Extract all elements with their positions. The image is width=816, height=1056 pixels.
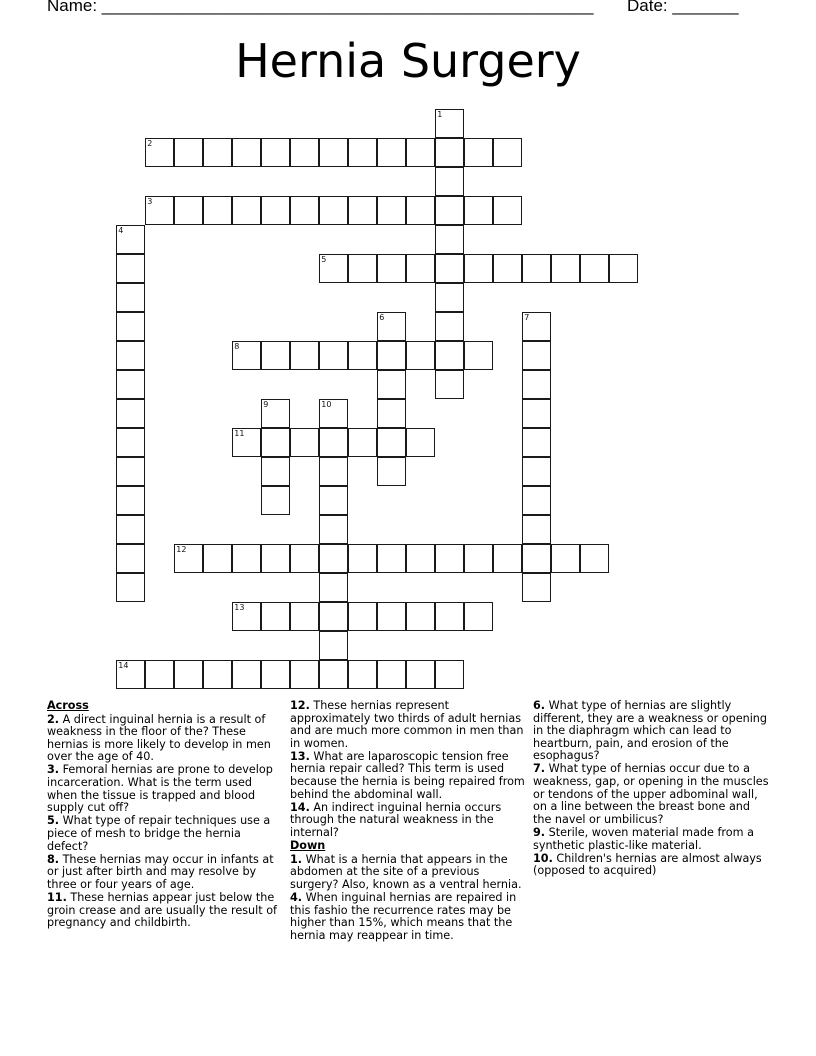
grid-cell[interactable] <box>435 602 464 631</box>
grid-cell[interactable] <box>232 602 261 631</box>
grid-cell[interactable] <box>522 428 551 457</box>
grid-cell[interactable] <box>290 138 319 167</box>
grid-cell[interactable] <box>203 660 232 689</box>
grid-cell[interactable] <box>290 544 319 573</box>
grid-cell[interactable] <box>203 196 232 225</box>
clue-across-8: 8. These hernias may occur in infants at or just after birth and may resolve by three or four years of age. <box>47 852 274 891</box>
grid-cell[interactable] <box>145 196 174 225</box>
grid-cell[interactable] <box>116 515 145 544</box>
clue-number: 13 <box>234 603 245 613</box>
grid-cell[interactable] <box>377 660 406 689</box>
grid-cell[interactable] <box>232 428 261 457</box>
grid-cell[interactable] <box>435 283 464 312</box>
grid-cell[interactable] <box>261 457 290 486</box>
grid-cell[interactable] <box>522 457 551 486</box>
clues-column-3 <box>533 700 771 878</box>
grid-cell[interactable] <box>348 138 377 167</box>
grid-cell[interactable] <box>435 544 464 573</box>
date-field[interactable]: Date: _______ <box>627 0 739 15</box>
clues-column-1 <box>47 700 283 930</box>
grid-cell[interactable] <box>319 515 348 544</box>
grid-cell[interactable] <box>522 370 551 399</box>
grid-cell[interactable] <box>377 602 406 631</box>
grid-cell[interactable] <box>116 457 145 486</box>
clue-number: 1 <box>437 110 443 120</box>
grid-cell[interactable] <box>290 341 319 370</box>
grid-cell[interactable] <box>435 370 464 399</box>
grid-cell[interactable] <box>116 370 145 399</box>
grid-cell[interactable] <box>232 138 261 167</box>
grid-cell[interactable] <box>116 428 145 457</box>
grid-cell[interactable] <box>319 196 348 225</box>
grid-cell[interactable] <box>435 109 464 138</box>
page-title: Hernia Surgery <box>235 34 581 88</box>
grid-cell[interactable] <box>464 341 493 370</box>
grid-cell[interactable] <box>406 196 435 225</box>
grid-cell[interactable] <box>435 254 464 283</box>
grid-cell[interactable] <box>464 602 493 631</box>
grid-cell[interactable] <box>319 399 348 428</box>
grid-cell[interactable] <box>377 254 406 283</box>
clue-across-14: 14. An indirect inguinal hernia occurs through the natural weakness in the internal? <box>290 800 502 839</box>
grid-cell[interactable] <box>493 254 522 283</box>
across-heading: Across <box>47 699 89 712</box>
grid-cell[interactable] <box>319 254 348 283</box>
clue-number: 4 <box>118 226 124 236</box>
grid-cell[interactable] <box>348 341 377 370</box>
grid-cell[interactable] <box>435 225 464 254</box>
clue-number: 6 <box>379 313 385 323</box>
clue-down-10: 10. Children's hernias are almost always (opposed to acquired) <box>533 851 762 878</box>
grid-cell[interactable] <box>377 544 406 573</box>
clue-across-13: 13. What are laparoscopic tension free hernia repair called? This term is used because the hernia is being repaired from behind the abdominal wall. <box>290 749 525 801</box>
grid-cell[interactable] <box>203 544 232 573</box>
grid-cell[interactable] <box>377 138 406 167</box>
grid-cell[interactable] <box>116 225 145 254</box>
grid-cell[interactable] <box>406 254 435 283</box>
clue-number: 8 <box>234 342 240 352</box>
clue-across-2: 2. A direct inguinal hernia is a result of weakness in the floor of the? These hernias is more likely to develop in men over the age of 40. <box>47 712 271 764</box>
grid-cell[interactable] <box>174 138 203 167</box>
grid-cell[interactable] <box>116 283 145 312</box>
grid-cell[interactable] <box>261 428 290 457</box>
grid-cell[interactable] <box>377 428 406 457</box>
grid-cell[interactable] <box>145 660 174 689</box>
clue-number: 5 <box>321 255 327 265</box>
down-heading: Down <box>290 839 326 853</box>
grid-cell[interactable] <box>319 428 348 457</box>
grid-cell[interactable] <box>493 138 522 167</box>
grid-cell[interactable] <box>522 544 551 573</box>
grid-cell[interactable] <box>348 660 377 689</box>
grid-cell[interactable] <box>319 631 348 660</box>
grid-cell[interactable] <box>116 254 145 283</box>
clue-across-11: 11. These hernias appear just below the groin crease and are usually the result of pregnancy and childbirth. <box>47 890 277 930</box>
grid-cell[interactable] <box>145 138 174 167</box>
grid-cell[interactable] <box>406 544 435 573</box>
grid-cell[interactable] <box>116 341 145 370</box>
grid-cell[interactable] <box>464 254 493 283</box>
clue-number: 12 <box>176 545 187 555</box>
grid-cell[interactable] <box>464 138 493 167</box>
clue-down-4: 4. When inguinal hernias are repaired in this fashio the recurrence rates may be higher than 15%, which means that the hernia may reappear in time. <box>290 890 517 942</box>
crossword-grid <box>117 110 668 690</box>
grid-cell[interactable] <box>116 544 145 573</box>
grid-cell[interactable] <box>522 399 551 428</box>
grid-cell[interactable] <box>232 660 261 689</box>
clue-down-6: 6. What type of hernias are slightly different, they are a weakness or opening in the diaphragm which can lead to heartburn, pain, and erosion of the esophagus? <box>533 699 767 763</box>
grid-cell[interactable] <box>290 196 319 225</box>
grid-cell[interactable] <box>406 660 435 689</box>
grid-cell[interactable] <box>290 602 319 631</box>
clue-number: 2 <box>147 139 153 149</box>
grid-cell[interactable] <box>174 660 203 689</box>
grid-cell[interactable] <box>261 399 290 428</box>
grid-cell[interactable] <box>551 544 580 573</box>
grid-cell[interactable] <box>435 196 464 225</box>
grid-cell[interactable] <box>116 312 145 341</box>
clue-down-7: 7. What type of hernias occur due to a weakness, gap, or opening in the muscles or tendons of the upper adbominal wall, on a line between the breast bone and the navel or umbilicus? <box>533 762 769 826</box>
grid-cell[interactable] <box>435 138 464 167</box>
grid-cell[interactable] <box>261 341 290 370</box>
grid-cell[interactable] <box>377 399 406 428</box>
grid-cell[interactable] <box>261 544 290 573</box>
grid-cell[interactable] <box>261 486 290 515</box>
grid-cell[interactable] <box>348 602 377 631</box>
grid-cell[interactable] <box>580 254 609 283</box>
grid-cell[interactable] <box>348 254 377 283</box>
grid-cell[interactable] <box>522 254 551 283</box>
clue-number: 9 <box>263 400 269 410</box>
grid-cell[interactable] <box>319 457 348 486</box>
grid-cell[interactable] <box>116 660 145 689</box>
grid-cell[interactable] <box>261 602 290 631</box>
grid-cell[interactable] <box>377 370 406 399</box>
grid-cell[interactable] <box>406 602 435 631</box>
grid-cell[interactable] <box>464 544 493 573</box>
grid-cell[interactable] <box>377 341 406 370</box>
grid-cell[interactable] <box>261 138 290 167</box>
clue-number: 10 <box>321 400 332 410</box>
grid-cell[interactable] <box>493 544 522 573</box>
grid-cell[interactable] <box>319 602 348 631</box>
grid-cell[interactable] <box>319 573 348 602</box>
grid-cell[interactable] <box>493 196 522 225</box>
grid-cell[interactable] <box>319 138 348 167</box>
clue-number: 7 <box>524 313 530 323</box>
grid-cell[interactable] <box>609 254 638 283</box>
grid-cell[interactable] <box>232 341 261 370</box>
grid-cell[interactable] <box>348 544 377 573</box>
clue-number: 14 <box>118 661 129 671</box>
grid-cell[interactable] <box>232 196 261 225</box>
grid-cell[interactable] <box>377 457 406 486</box>
grid-cell[interactable] <box>435 660 464 689</box>
grid-cell[interactable] <box>348 428 377 457</box>
grid-cell[interactable] <box>116 573 145 602</box>
grid-cell[interactable] <box>203 138 232 167</box>
clue-down-9: 9. Sterile, woven material made from a synthetic plastic-like material. <box>533 825 754 852</box>
grid-cell[interactable] <box>319 544 348 573</box>
grid-cell[interactable] <box>377 196 406 225</box>
clue-down-1: 1. What is a hernia that appears in the abdomen at the site of a previous surgery? Also, known as a ventral hernia. <box>290 852 522 891</box>
grid-cell[interactable] <box>290 660 319 689</box>
grid-cell[interactable] <box>406 428 435 457</box>
grid-cell[interactable] <box>232 544 261 573</box>
grid-cell[interactable] <box>406 138 435 167</box>
grid-cell[interactable] <box>116 486 145 515</box>
clue-across-12: 12. These hernias represent approximately two thirds of adult hernias and are much more common in men than in women. <box>290 699 524 750</box>
grid-cell[interactable] <box>290 428 319 457</box>
grid-cell[interactable] <box>319 660 348 689</box>
grid-cell[interactable] <box>435 167 464 196</box>
clue-number: 11 <box>234 429 245 439</box>
grid-cell[interactable] <box>551 254 580 283</box>
grid-cell[interactable] <box>522 515 551 544</box>
grid-cell[interactable] <box>261 660 290 689</box>
grid-cell[interactable] <box>522 312 551 341</box>
grid-cell[interactable] <box>522 573 551 602</box>
grid-cell[interactable] <box>406 341 435 370</box>
name-field[interactable]: Name: ____________________________________________________ <box>47 0 594 15</box>
grid-cell[interactable] <box>580 544 609 573</box>
grid-cell[interactable] <box>435 312 464 341</box>
grid-cell[interactable] <box>377 312 406 341</box>
clue-number: 3 <box>147 197 153 207</box>
grid-cell[interactable] <box>435 341 464 370</box>
grid-cell[interactable] <box>116 399 145 428</box>
grid-cell[interactable] <box>174 196 203 225</box>
grid-cell[interactable] <box>522 341 551 370</box>
clue-across-3: 3. Femoral hernias are prone to develop incarceration. What is the term used when the tissue is trapped and blood supply cut off? <box>47 763 273 815</box>
clues-column-2 <box>290 700 526 943</box>
grid-cell[interactable] <box>348 196 377 225</box>
grid-cell[interactable] <box>261 196 290 225</box>
grid-cell[interactable] <box>522 486 551 515</box>
clue-across-5: 5. What type of repair techniques use a piece of mesh to bridge the hernia defect? <box>47 814 271 853</box>
grid-cell[interactable] <box>319 341 348 370</box>
grid-cell[interactable] <box>174 544 203 573</box>
grid-cell[interactable] <box>319 486 348 515</box>
grid-cell[interactable] <box>464 196 493 225</box>
